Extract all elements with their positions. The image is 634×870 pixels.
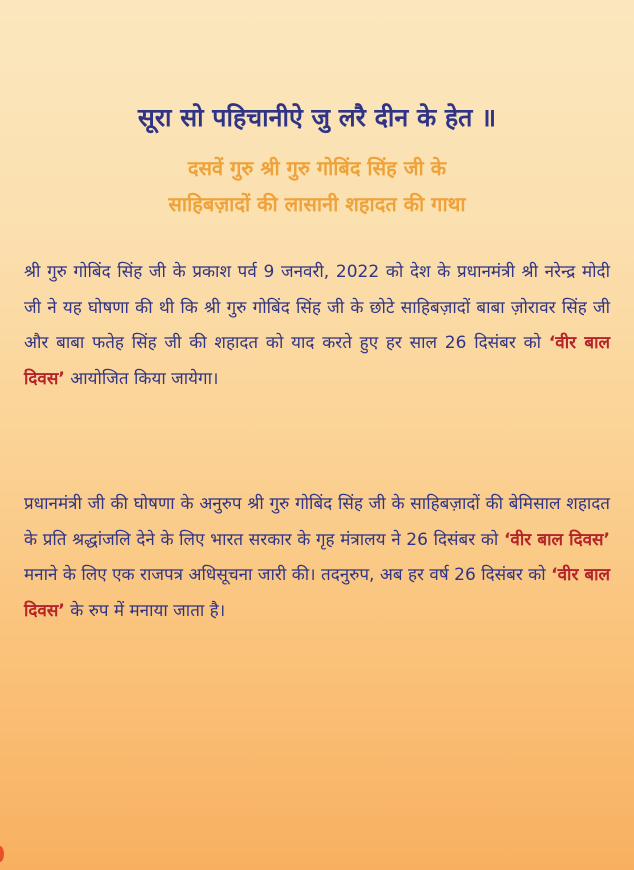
page-title: सूरा सो पहिचानीऐ जु लरै दीन के हेत ॥: [137, 103, 497, 132]
paragraph-1-text-after: आयोजित किया जायेगा।: [64, 368, 219, 389]
paragraph-announcement: [24, 255, 610, 397]
paragraph-2-text-middle: मनाने के लिए एक राजपत्र अधिसूचना जारी की। तदनुरुप, अब हर वर्ष 26 दिसंबर को: [24, 565, 552, 585]
paragraph-2-text-after: के रुप में मनाया जाता है।: [64, 600, 226, 621]
page-subtitle: [0, 150, 634, 222]
veer-bal-diwas-emphasis: ‘वीर बाल दिवस’: [24, 565, 610, 621]
veer-bal-diwas-emphasis: ‘वीर बाल दिवस’: [24, 333, 611, 389]
paragraph-notification: [24, 487, 610, 629]
paragraph-1-text-before: श्री गुरु गोबिंद सिंह जी के प्रकाश पर्व 9 जनवरी, 2022 को देश के प्रधानमंत्री श्री नरेन्द्र मोदी जी ने यह घोषणा की थी कि श्री गुरु गोबिंद सिंह जी के छोटे साहिबज़ादों बाबा ज़ोरावर सिंह जी और बाबा फतेह सिंह जी की शहादत को याद करते हुए हर साल 26 दिसंबर को: [24, 262, 610, 353]
subtitle-line-2: साहिबज़ादों की लासानी शहादत की गाथा: [168, 192, 466, 216]
paragraph-2-text-before: प्रधानमंत्री जी की घोषणा के अनुरुप श्री गुरु गोबिंद सिंह जी के साहिबज़ादों की बेमिसाल शहादत के प्रति श्रद्धांजलि देने के लिए भारत सरकार के गृह मंत्रालय ने 26 दिसंबर को: [24, 494, 610, 550]
subtitle-line-1: दसवें गुरु श्री गुरु गोबिंद सिंह जी के: [187, 156, 447, 180]
veer-bal-diwas-emphasis: ‘वीर बाल दिवस’: [503, 529, 610, 550]
corner-decoration: [0, 846, 4, 862]
